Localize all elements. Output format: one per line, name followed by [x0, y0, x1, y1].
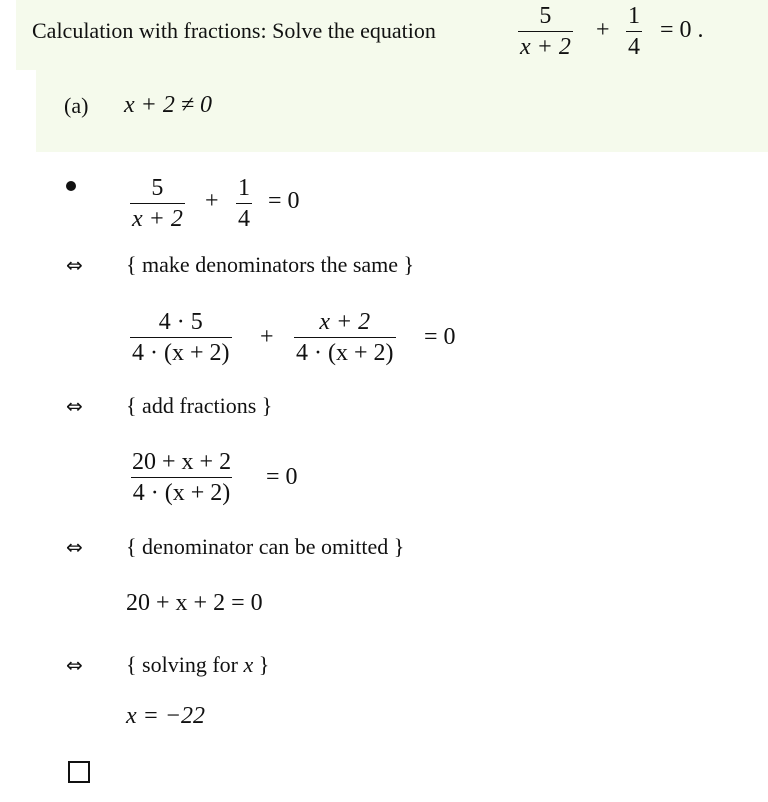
header-rhs: = 0 . — [660, 17, 704, 43]
step5-solution: x = −22 — [126, 703, 206, 729]
reason-3: { denominator can be omitted } — [126, 534, 405, 559]
step2-frac2-den: 4 · (x + 2) — [294, 337, 396, 365]
header-frac1-num: 5 — [539, 3, 552, 29]
reason-4-prefix: { solving for — [126, 652, 238, 677]
step2-fraction-2 — [294, 310, 396, 365]
condition-label: (a) — [64, 93, 89, 118]
step3-rhs: = 0 — [266, 464, 298, 490]
reason-4-variable: x — [243, 652, 254, 677]
step1-frac1-den: x + 2 — [130, 203, 185, 231]
header-fraction-2 — [626, 4, 642, 59]
step1-fraction-1 — [130, 176, 185, 231]
step2-frac2-num: x + 2 — [319, 309, 371, 335]
reason-2: { add fractions } — [126, 393, 273, 418]
condition-expression: x + 2 ≠ 0 — [124, 92, 213, 118]
step1-plus: + — [205, 188, 219, 214]
step2-fraction-1 — [130, 310, 232, 365]
equivalence-icon: ⇔ — [66, 535, 83, 559]
step3-fraction — [130, 450, 233, 505]
step3-frac-num: 20 + x + 2 — [132, 449, 232, 475]
step1-frac2-num: 1 — [238, 175, 250, 201]
step2-frac1-num: 4 · 5 — [158, 309, 203, 335]
header-frac2-den: 4 — [626, 31, 642, 59]
step2-rhs: = 0 — [424, 324, 456, 350]
step1-fraction-2 — [236, 176, 252, 231]
step4-equation: 20 + x + 2 = 0 — [126, 590, 263, 616]
step1-rhs: = 0 — [268, 188, 300, 214]
header-fraction-1 — [518, 4, 573, 59]
step2-frac1-den: 4 · (x + 2) — [130, 337, 232, 365]
equivalence-icon: ⇔ — [66, 253, 83, 277]
step2-plus: + — [260, 324, 274, 350]
equivalence-icon: ⇔ — [66, 653, 83, 677]
header-frac1-den: x + 2 — [518, 31, 573, 59]
header-frac2-num: 1 — [628, 3, 640, 29]
reason-4-suffix: } — [258, 652, 270, 677]
equivalence-icon: ⇔ — [66, 394, 83, 418]
bullet-icon — [66, 181, 76, 191]
qed-box-icon — [68, 761, 90, 783]
problem-statement: Calculation with fractions: Solve the equation — [32, 18, 436, 43]
step1-frac2-den: 4 — [236, 203, 252, 231]
step3-frac-den: 4 · (x + 2) — [131, 477, 233, 505]
reason-4 — [126, 652, 269, 678]
header-plus: + — [596, 17, 610, 43]
step1-frac1-num: 5 — [151, 175, 164, 201]
reason-1: { make denominators the same } — [126, 252, 415, 277]
